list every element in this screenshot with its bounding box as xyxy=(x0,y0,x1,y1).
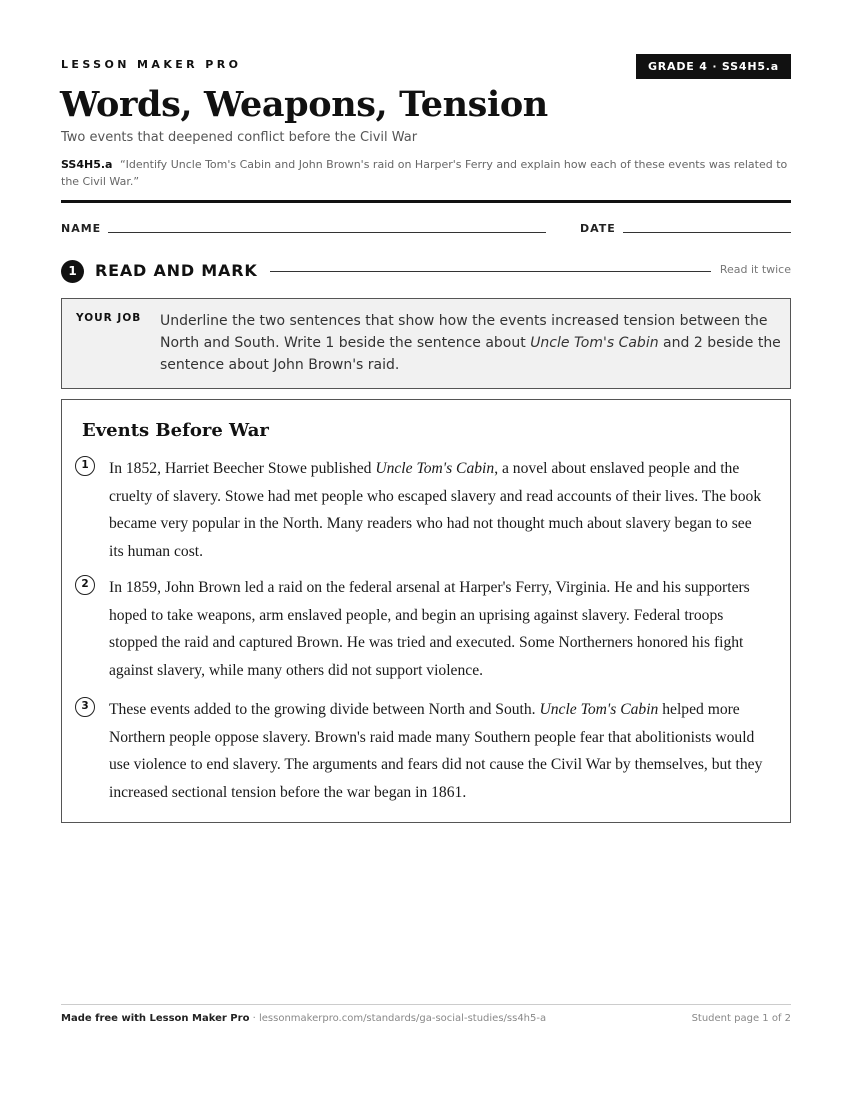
date-field[interactable] xyxy=(623,232,791,233)
footer-page-number: Student page 1 of 2 xyxy=(691,1013,791,1024)
paragraph-number: 2 xyxy=(75,575,95,595)
standard-code: SS4H5.a xyxy=(61,158,113,171)
instructions-book-title: Uncle Tom's Cabin xyxy=(530,335,659,351)
name-field[interactable] xyxy=(108,232,546,233)
standard-statement xyxy=(61,156,791,190)
footer-url[interactable]: · lessonmakerpro.com/standards/ga-social-studies/ss4h5-a xyxy=(249,1013,547,1024)
section-note: Read it twice xyxy=(719,263,791,276)
instructions-label: YOUR JOB xyxy=(76,312,142,324)
footer-credit xyxy=(61,1013,546,1024)
paragraph-text-part: helped more Northern people oppose slavery. Brown's raid made many Southern people fear that abolitionists would use violence to end slavery. The arguments and fears did not cause the Civil War by themselves, but they increased sectional tension before the war began in 1861. xyxy=(109,701,763,801)
standard-text: “Identify Uncle Tom's Cabin and John Brown's raid on Harper's Ferry and explain how each of these events was related to the Civil War.” xyxy=(61,158,788,188)
instructions-text-part: and 2 beside the sentence about John Brown's raid. xyxy=(160,335,781,373)
paragraph-book-title: Uncle Tom's Cabin xyxy=(539,701,659,718)
brand-name: LESSON MAKER PRO xyxy=(61,58,242,71)
page-title: Words, Weapons, Tension xyxy=(60,84,548,125)
section-title: READ AND MARK xyxy=(95,261,258,280)
paragraph-text[interactable] xyxy=(109,455,769,565)
instructions-text-part: Underline the two sentences that show how the events increased tension between the North and South. Write 1 beside the sentence about xyxy=(160,313,768,351)
instructions-box xyxy=(61,298,791,389)
paragraph-text[interactable] xyxy=(109,574,769,684)
footer-divider xyxy=(61,1004,791,1005)
paragraph-number: 3 xyxy=(75,697,95,717)
header-divider xyxy=(61,200,791,203)
name-label: NAME xyxy=(61,222,102,235)
paragraph-text-part: These events added to the growing divide between North and South. xyxy=(109,701,540,718)
paragraph-number: 1 xyxy=(75,456,95,476)
paragraph-text-part: In 1852, Harriet Beecher Stowe published xyxy=(109,460,376,477)
paragraph-text-part: In 1859, John Brown led a raid on the federal arsenal at Harper's Ferry, Virginia. He and his supporters hoped to take weapons, arm enslaved people, and begin an uprising against slavery. Federal troops stopped the raid and captured Brown. He was tried and executed. Some Northerners honored his fight against slavery, while many others did not support violence. xyxy=(109,579,750,679)
section-divider xyxy=(270,271,711,272)
instructions-text xyxy=(160,310,782,376)
grade-badge: GRADE 4 · SS4H5.a xyxy=(636,54,791,79)
section-number-badge: 1 xyxy=(61,260,84,283)
reading-title: Events Before War xyxy=(82,420,269,441)
paragraph-book-title: Uncle Tom's Cabin xyxy=(375,460,495,477)
date-label: DATE xyxy=(580,222,616,235)
reading-passage xyxy=(61,399,791,823)
paragraph-text-part: , a novel about enslaved people and the cruelty of slavery. Stowe had met people who escaped slavery and read accounts of their lives. The book became very popular in the North. Many readers who had not thought much about slavery began to see its human cost. xyxy=(109,460,762,560)
paragraph-text[interactable] xyxy=(109,696,769,806)
footer-made-with: Made free with Lesson Maker Pro xyxy=(61,1013,250,1024)
page-subtitle: Two events that deepened conflict before the Civil War xyxy=(61,130,418,145)
worksheet-page xyxy=(61,0,791,1100)
